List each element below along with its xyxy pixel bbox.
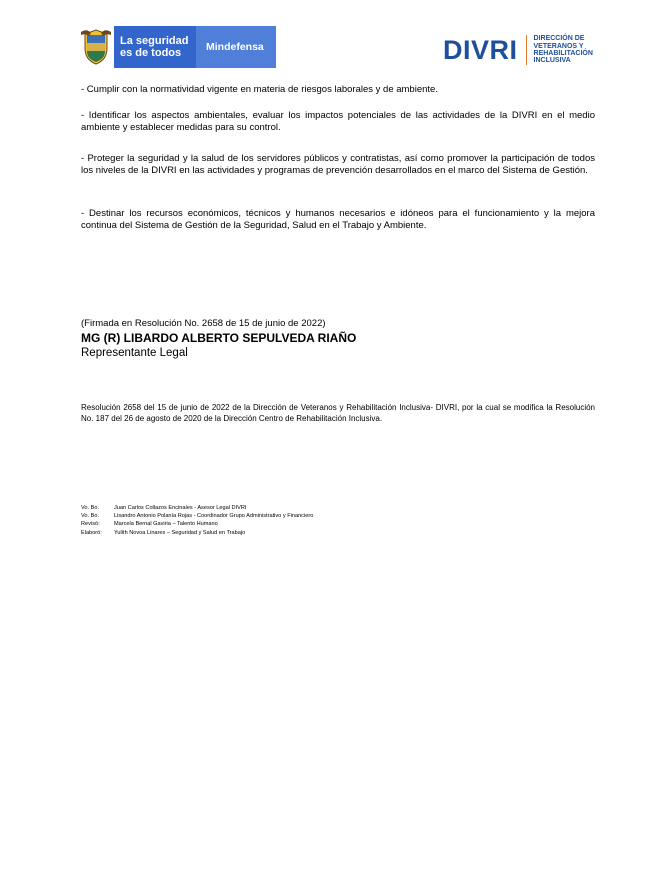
- slogan-line-2: es de todos: [120, 47, 182, 59]
- signer-name: MG (R) LIBARDO ALBERTO SEPULVEDA RIAÑO: [81, 331, 357, 345]
- divri-acronym: DIVRI: [443, 35, 518, 65]
- slogan-line-1: La seguridad: [120, 35, 189, 47]
- approval-role: Elaboró:: [81, 529, 102, 536]
- approval-role: Revisó:: [81, 521, 100, 528]
- approval-role: Vo. Bo.: [81, 505, 100, 511]
- approvals-list: [81, 504, 313, 537]
- divri-logo: [443, 34, 593, 66]
- divri-desc-line-2: VETERANOS Y: [533, 42, 584, 50]
- divri-separator: [526, 35, 527, 65]
- policy-paragraph: - Identificar los aspectos ambientales, evaluar los impactos potenciales de las actividades de la DIVRI en el medio ambiente y establecer medidas para su control.: [81, 110, 595, 134]
- divri-desc-line-4: INCLUSIVA: [533, 57, 571, 65]
- resolution-note: Resolución 2658 del 15 de junio de 2022 de la Dirección de Veteranos y Rehabilitación Inclusiva- DIVRI, por la cual se modifica la Resolución No. 187 del 26 de agosto de 2020 de la Dirección Centro de Rehabilitación Inclusiva.: [81, 403, 595, 423]
- divri-desc-line-1: DIRECCIÓN DE: [533, 35, 585, 43]
- approval-person: Yulith Novoa Linares – Seguridad y Salud en Trabajo: [114, 529, 246, 536]
- policy-paragraph: - Proteger la seguridad y la salud de los servidores públicos y contratistas, así como promover la participación de todos los niveles de la DIVRI en las actividades y programas de prevención desarrollados en el marco del Sistema de Gestión.: [81, 153, 595, 177]
- slogan-box: [114, 26, 196, 68]
- document-header: [0, 0, 672, 80]
- approval-person: Lisandro Antonio Polanía Rojas - Coordinador Grupo Administrativo y Financiero: [114, 513, 314, 520]
- government-logo: [77, 26, 276, 68]
- policy-paragraph: - Cumplir con la normatividad vigente en materia de riesgos laborales y de ambiente.: [81, 84, 438, 95]
- approval-person: Marcela Bernal Gaviria – Talento Humano: [114, 521, 218, 528]
- policy-paragraph: - Destinar los recursos económicos, técnicos y humanos necesarios e idóneos para el funcionamiento y la mejora continua del Sistema de Gestión de la Seguridad, Salud en el Trabajo y Ambiente.: [81, 208, 595, 232]
- approval-role: Vo. Bo.: [81, 513, 100, 520]
- divri-desc-line-3: REHABILITACIÓN: [533, 50, 593, 57]
- approval-row: [81, 529, 313, 537]
- divri-description: [534, 35, 593, 65]
- signer-role: Representante Legal: [81, 347, 188, 359]
- colombia-coat-of-arms-icon: [77, 26, 114, 68]
- approval-person: Juan Carlos Collazos Encinales - Asesor Legal DIVRI: [114, 505, 247, 511]
- ministry-label: Mindefensa: [196, 26, 276, 68]
- approval-row: [81, 504, 313, 512]
- signed-in-note: (Firmada en Resolución No. 2658 de 15 de junio de 2022): [81, 318, 326, 329]
- approval-row: [81, 512, 313, 520]
- approval-row: [81, 520, 313, 528]
